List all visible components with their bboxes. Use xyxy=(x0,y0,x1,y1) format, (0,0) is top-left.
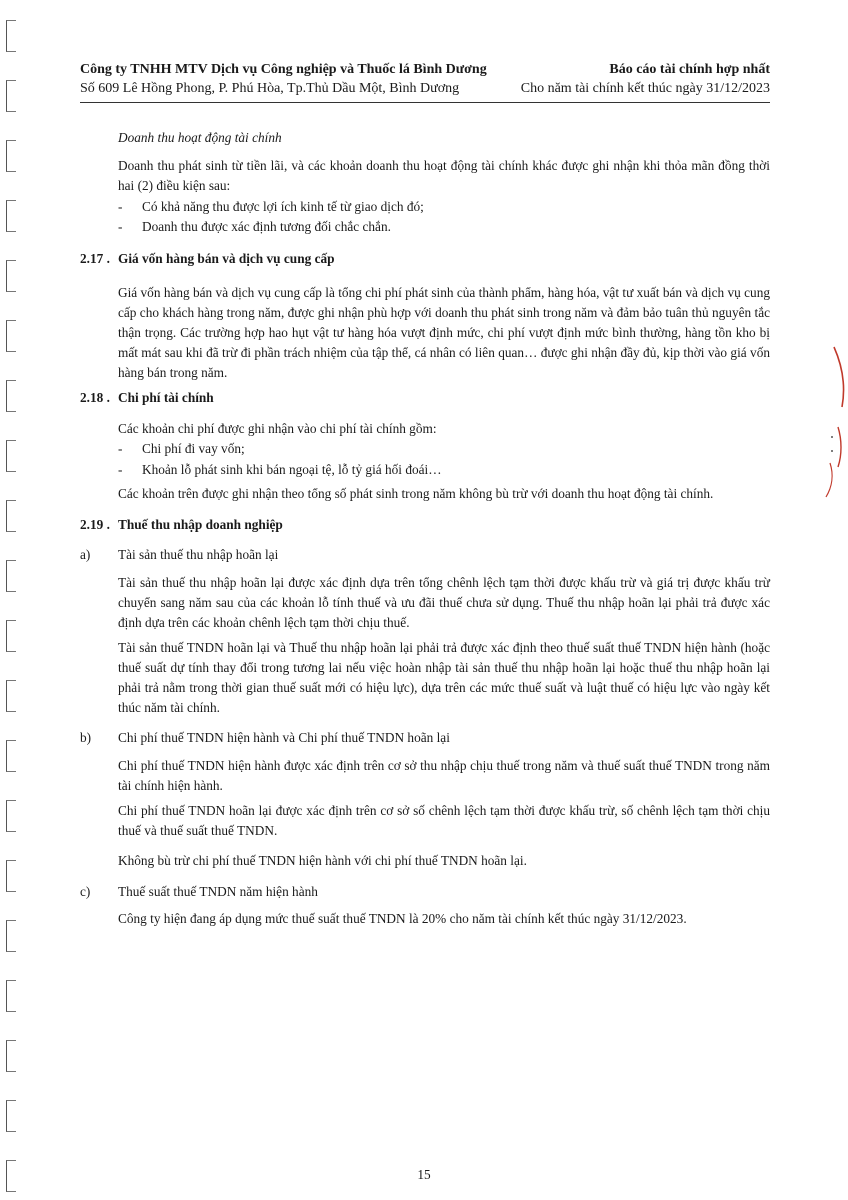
expense-bullet-2: Khoản lỗ phát sinh khi bán ngoại tệ, lỗ tỷ giá hối đoái… xyxy=(142,462,442,477)
revenue-bullet-1: Có khả năng thu được lợi ích kinh tế từ giao dịch đó; xyxy=(142,199,424,214)
page-number: 15 xyxy=(417,1167,431,1182)
bullet-dash: - xyxy=(118,462,123,477)
subsection-a-title: Tài sản thuế thu nhập hoãn lại xyxy=(118,547,279,562)
subsection-b-letter: b) xyxy=(80,730,92,745)
bullet-dash: - xyxy=(118,199,123,214)
header-report-block xyxy=(521,60,770,99)
section-2-18-closing: Các khoản trên được ghi nhận theo tổng số phát sinh trong năm không bù trừ với doanh thu hoạt động tài chính. xyxy=(118,486,714,501)
section-2-17-body: Giá vốn hàng bán và dịch vụ cung cấp là tổng chi phí phát sinh của thành phẩm, hàng hóa, vật tư xuất bán và dịch vụ cung cấp cho khách hàng trong năm, được ghi nhận phù hợp với doanh thu phát sinh trong năm và đảm bảo tuân thủ nguyên tắc thận trọng. Các trường hợp hao hụt vật tư hàng hóa vượt định mức, chi phí vượt định mức bình thường, hàng tồn kho bị mất mát sau khi đã trừ đi phần trách nhiệm của tập thể, cá nhân có liên quan… được ghi nhận đầy đủ, kịp thời vào giá vốn hàng bán trong năm. xyxy=(118,285,770,380)
company-address: Số 609 Lê Hồng Phong, P. Phú Hòa, Tp.Thủ Dầu Một, Bình Dương xyxy=(80,81,460,96)
subsection-b-title: Chi phí thuế TNDN hiện hành và Chi phí thuế TNDN hoãn lại xyxy=(118,730,450,745)
section-2-17-title: Giá vốn hàng bán và dịch vụ cung cấp xyxy=(118,251,335,266)
bullet-dash: - xyxy=(118,219,123,234)
section-2-18-number: 2.18 . xyxy=(80,390,110,405)
section-2-19-title: Thuế thu nhập doanh nghiệp xyxy=(118,517,283,532)
header-company-block xyxy=(80,60,487,99)
section-2-19-number: 2.19 . xyxy=(80,517,110,532)
subsection-b-para-2: Chi phí thuế TNDN hoãn lại được xác định trên cơ sở số chênh lệch tạm thời được khấu trừ, số chênh lệch tạm thời chịu thuế và thuế suất thuế TNDN. xyxy=(118,803,770,838)
subsection-c-letter: c) xyxy=(80,884,91,899)
expense-bullet-1: Chi phí đi vay vốn; xyxy=(142,441,245,456)
section-2-18-title: Chi phí tài chính xyxy=(118,390,214,405)
subsection-b-para-3: Không bù trừ chi phí thuế TNDN hiện hành với chi phí thuế TNDN hoãn lại. xyxy=(118,853,527,868)
header-divider xyxy=(80,102,770,103)
subsection-a-para-1: Tài sản thuế thu nhập hoãn lại được xác định dựa trên tổng chênh lệch tạm thời được khấu trừ và giá trị được khấu trừ chuyển sang năm sau của các khoản lỗ tính thuế và ưu đãi thuế chưa sử dụng. Thuế thu nhập hoãn lại phải trả được xác định dựa trên các khoản chênh lệch tạm thời chịu thuế. xyxy=(118,575,770,630)
section-2-17-number: 2.17 . xyxy=(80,251,110,266)
revenue-finance-intro: Doanh thu phát sinh từ tiền lãi, và các khoản doanh thu hoạt động tài chính khác được ghi nhận khi thỏa mãn đồng thời hai (2) điều kiện sau: xyxy=(118,158,770,193)
subsection-a-letter: a) xyxy=(80,547,91,562)
subsection-b-para-1: Chi phí thuế TNDN hiện hành được xác định trên cơ sở thu nhập chịu thuế trong năm và thuế suất thuế TNDN trong năm tài chính hiện hành. xyxy=(118,758,770,793)
bullet-dash: - xyxy=(118,441,123,456)
subsection-a-para-2: Tài sản thuế TNDN hoãn lại và Thuế thu nhập hoãn lại phải trả được xác định theo thuế suất thuế TNDN hiện hành (hoặc thuế suất dự tính thay đổi trong tương lai nếu việc hoàn nhập tài sản thuế thu nhập hoãn lại hoặc thuế thu nhập hoãn lại phải trả nằm trong thời gian thuế suất mới có hiệu lực), dựa trên các mức thuế suất và luật thuế có hiệu lực vào ngày kết thúc năm tài chính. xyxy=(118,640,770,715)
subsection-c-title: Thuế suất thuế TNDN năm hiện hành xyxy=(118,884,318,899)
revenue-bullet-2: Doanh thu được xác định tương đối chắc chắn. xyxy=(142,219,391,234)
report-title: Báo cáo tài chính hợp nhất xyxy=(609,62,770,77)
red-stamp-edge xyxy=(820,345,848,505)
subsection-c-para-1: Công ty hiện đang áp dụng mức thuế suất thuế TNDN là 20% cho năm tài chính kết thúc ngày 31/12/2023. xyxy=(118,911,687,926)
section-2-18-intro: Các khoản chi phí được ghi nhận vào chi phí tài chính gồm: xyxy=(118,421,437,436)
revenue-finance-title: Doanh thu hoạt động tài chính xyxy=(118,130,282,145)
company-name: Công ty TNHH MTV Dịch vụ Công nghiệp và Thuốc lá Bình Dương xyxy=(80,62,487,77)
binding-marks xyxy=(6,20,20,1195)
report-period: Cho năm tài chính kết thúc ngày 31/12/2023 xyxy=(520,81,770,96)
